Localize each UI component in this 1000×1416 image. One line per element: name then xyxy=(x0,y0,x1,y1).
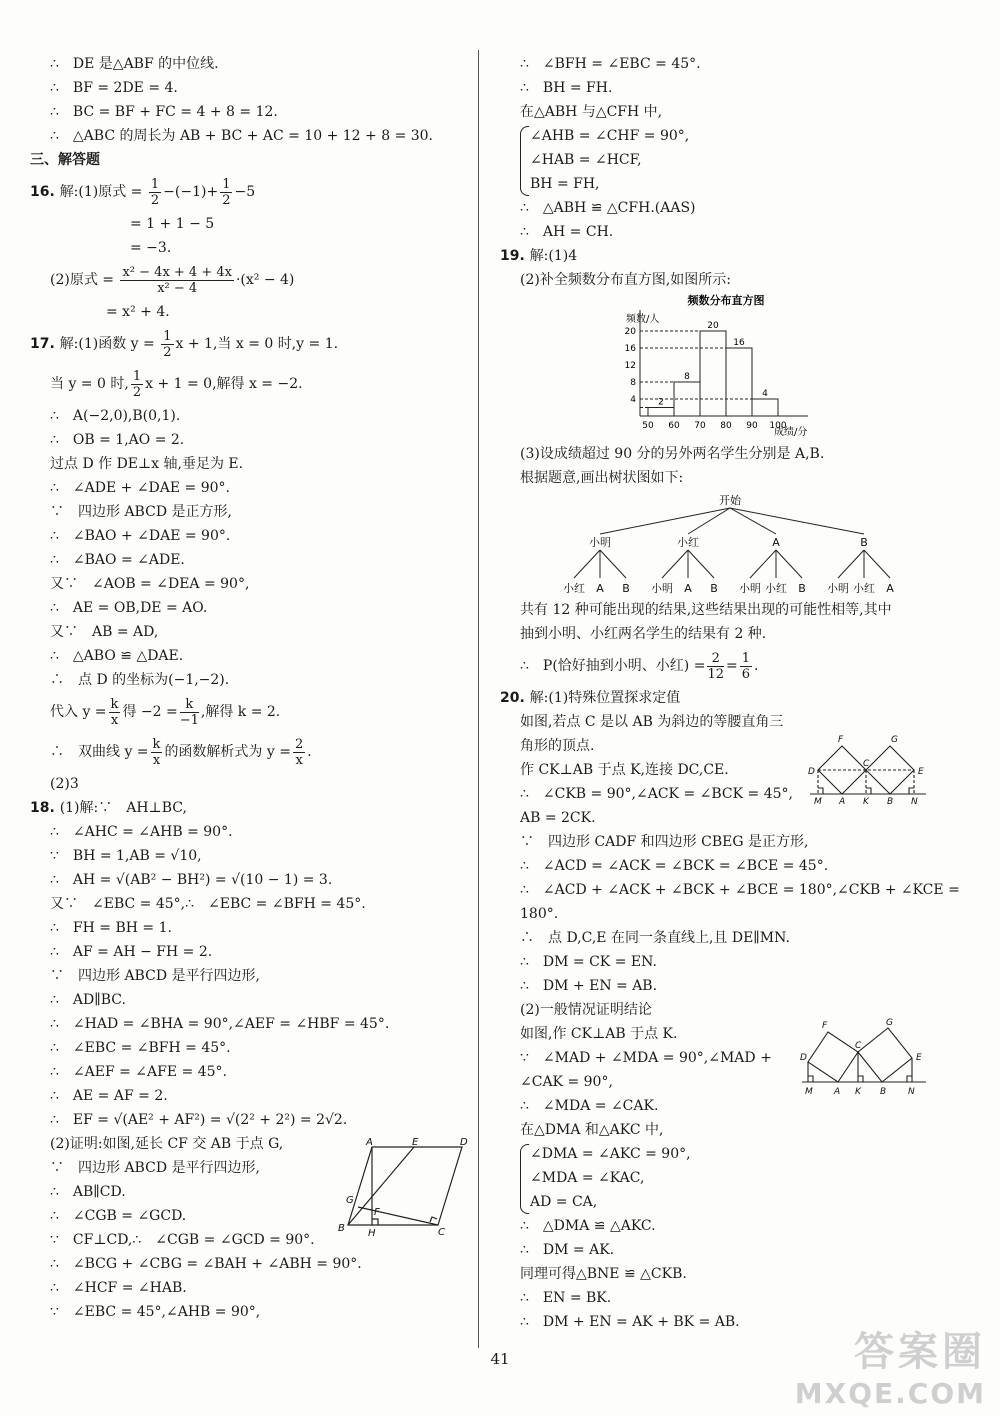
tree-node-level1: 小明 xyxy=(589,536,611,549)
denominator: x² − 4 xyxy=(157,280,198,296)
watermark-line-2: MXQE.COM xyxy=(794,1377,986,1410)
text-line: ∴ A(−2,0),B(0,1). xyxy=(50,408,181,424)
text: . xyxy=(754,658,759,674)
brace-mark xyxy=(520,126,529,196)
y-tick-label: 4 xyxy=(630,395,636,405)
denominator: 2 xyxy=(163,344,172,360)
bar-value-label: 16 xyxy=(733,338,745,348)
tree-root: 开始 xyxy=(719,494,741,507)
numerator: 1 xyxy=(222,176,231,192)
fig-label: K xyxy=(863,797,869,806)
text-line: 如图,若点 C 是以 AB 为斜边的等腰直角三 xyxy=(520,714,784,730)
squares-figure-special xyxy=(806,730,930,806)
fig-label: G xyxy=(346,1195,354,1206)
text-line: ∴ DM + EN = AB. xyxy=(520,978,658,994)
text-line: ∴ 点 D,C,E 在同一条直线上,且 DE∥MN. xyxy=(520,930,790,946)
text-line: 根据题意,画出树状图如下: xyxy=(520,470,684,486)
numerator: k xyxy=(110,696,119,712)
text-line: ∴ BH = FH. xyxy=(520,80,613,96)
x-axis-label: 成绩/分 xyxy=(774,427,808,438)
q17-hyperbola-line xyxy=(30,732,458,772)
text-line: 共有 12 种可能出现的结果,这些结果出现的可能性相等,其中 xyxy=(520,602,892,618)
left-column xyxy=(30,52,468,1324)
text-line: 又∵ ∠EBC = 45°,∴ ∠EBC = ∠BFH = 45°. xyxy=(50,896,366,912)
parallelogram-figure xyxy=(334,1137,474,1237)
fig-label: C xyxy=(863,759,870,769)
q16-line-4 xyxy=(30,260,458,300)
numerator: k xyxy=(152,736,161,752)
right-column xyxy=(500,52,960,1334)
tree-branch xyxy=(574,550,600,578)
text-line: ∠AHB = ∠CHF = 90°, xyxy=(530,128,690,144)
tree-node-level2: A xyxy=(684,582,692,595)
condition-brace xyxy=(500,1142,936,1214)
squares-figure-general xyxy=(800,1016,928,1096)
fig-label: E xyxy=(916,1053,922,1063)
denominator: 6 xyxy=(741,666,750,682)
denominator: 2 xyxy=(132,384,142,400)
fig-label: D xyxy=(808,767,815,777)
text-line: ∴ ∠AHC = ∠AHB = 90°. xyxy=(50,824,233,840)
text: = xyxy=(725,658,738,674)
text-line: ∴ AH = CH. xyxy=(520,224,614,240)
text-line: 如图,作 CK⊥AB 于点 K. xyxy=(520,1026,678,1042)
text: x + 1 = 0,解得 x = −2. xyxy=(145,376,303,392)
numerator: 2 xyxy=(707,651,724,667)
tree-branch xyxy=(838,550,864,578)
text: x + 1,当 x = 0 时,y = 1. xyxy=(175,336,339,352)
numerator: x² − 4x + 4 + 4x xyxy=(122,264,232,280)
text-line: ∴ ∠CKB = 90°,∠ACK = ∠BCK = 45°, xyxy=(520,786,793,802)
denominator: x xyxy=(152,752,161,768)
tree-branch xyxy=(600,508,730,534)
text-line: ∵ ∠MAD + ∠MDA = 90°,∠MAD + xyxy=(520,1050,772,1066)
frequency-histogram xyxy=(596,292,856,442)
tree-diagram xyxy=(520,490,920,598)
brace-mark xyxy=(520,1144,529,1214)
tree-branch xyxy=(730,508,776,534)
fig-label: H xyxy=(368,1228,376,1237)
text-line: ∴ DM = CK = EN. xyxy=(520,954,657,970)
text-line: ∴ ∠BFH = ∠EBC = 45°. xyxy=(520,56,701,72)
text: ·(x² − 4) xyxy=(235,272,295,288)
fig-label: N xyxy=(911,797,918,806)
text-line: ∴ BC = BF + FC = 4 + 8 = 12. xyxy=(50,104,278,120)
text-line: ∴ ∠EBC = ∠BFH = 45°. xyxy=(50,1040,231,1056)
text-line: (2)3 xyxy=(50,776,79,792)
fig-label: F xyxy=(838,735,844,745)
question-number: 20. xyxy=(500,690,530,706)
text-line: = 1 + 1 − 5 xyxy=(130,216,215,232)
text-line: 作 CK⊥AB 于点 K,连接 DC,CE. xyxy=(520,762,729,778)
x-tick-label: 50 xyxy=(642,421,654,431)
y-tick-label: 16 xyxy=(624,344,636,354)
x-tick-label: 100 xyxy=(769,421,787,431)
q16-line-1 xyxy=(30,172,458,212)
text-line: 又∵ ∠AOB = ∠DEA = 90°, xyxy=(50,576,250,592)
text-line: BH = FH, xyxy=(530,176,600,192)
text-line: = −3. xyxy=(130,240,172,256)
histogram-bar xyxy=(700,331,726,416)
tree-node-level2: 小红 xyxy=(765,582,787,595)
text-line: ∴ EN = BK. xyxy=(520,1290,612,1306)
fraction xyxy=(293,737,305,768)
y-tick-label: 20 xyxy=(624,327,636,337)
tree-node-level2: 小明 xyxy=(651,582,673,595)
fraction xyxy=(120,265,234,296)
text-line: ∴ ∠ACD + ∠ACK + ∠BCK + ∠BCE = 180°,∠CKB + ∠KCE = xyxy=(520,882,960,898)
text: 解:(1)4 xyxy=(529,248,578,264)
histogram-bar xyxy=(648,408,674,417)
fig-label: G xyxy=(891,735,898,745)
histogram-bar xyxy=(752,399,778,416)
fig-label: A xyxy=(839,797,846,806)
numerator: 1 xyxy=(150,176,160,192)
x-tick-label: 80 xyxy=(720,421,732,431)
text-line: ∵ 四边形 ABCD 是平行四边形, xyxy=(50,968,260,984)
text-line: ∴ OB = 1,AO = 2. xyxy=(50,432,185,448)
text-line: 在△ABH 与△CFH 中, xyxy=(520,104,663,120)
y-axis-label: 频数/人 xyxy=(626,314,660,325)
denominator: 2 xyxy=(222,192,231,208)
tree-branch xyxy=(776,550,802,578)
text-line: (2)一般情况证明结论 xyxy=(520,1002,652,1018)
fraction xyxy=(161,329,173,360)
section-heading: 三、解答题 xyxy=(30,152,100,168)
denominator: x xyxy=(295,752,303,768)
column-divider xyxy=(478,50,479,1348)
q19-probability-line xyxy=(500,646,936,686)
text: 解:(1)函数 y = xyxy=(59,336,155,352)
text: (1)解:∵ AH⊥BC, xyxy=(59,800,187,816)
condition-brace xyxy=(500,124,936,196)
text-line: ∠DMA = ∠AKC = 90°, xyxy=(530,1146,691,1162)
text-line: 同理可得△BNE ≌ △CKB. xyxy=(520,1266,687,1282)
denominator: x xyxy=(110,712,119,728)
fig-label: C xyxy=(438,1227,445,1237)
fraction xyxy=(220,177,232,208)
numerator: 1 xyxy=(741,650,750,666)
text-line: ∴ ∠HAD = ∠BHA = 90°,∠AEF = ∠HBF = 45°. xyxy=(50,1016,390,1032)
tree-node-level2: B xyxy=(798,582,806,595)
q17-substitute-line xyxy=(30,692,458,732)
tree-node-level2: B xyxy=(622,582,630,595)
tree-node-level2: A xyxy=(886,582,894,595)
fig-label: M xyxy=(814,797,822,806)
text-line: ∴ ∠ACD = ∠ACK = ∠BCK = ∠BCE = 45°. xyxy=(520,858,829,874)
fraction xyxy=(740,651,752,682)
q19-line-1 xyxy=(500,244,936,268)
text-line: ∵ 四边形 ABCD 是平行四边形, xyxy=(50,1160,260,1176)
text-line: ∠HAB = ∠HCF, xyxy=(530,152,642,168)
text-line: ∴ ∠BCG + ∠CBG = ∠BAH + ∠ABH = 90°. xyxy=(50,1256,362,1272)
q18-line-1 xyxy=(30,796,458,820)
fraction xyxy=(180,697,199,728)
q17-line-2 xyxy=(30,364,458,404)
fraction xyxy=(131,369,143,400)
fig-label: F xyxy=(374,1207,380,1218)
fig-label: D xyxy=(800,1053,807,1063)
denominator: 12 xyxy=(707,666,724,682)
numerator: 1 xyxy=(132,368,142,384)
tree-node-level2: 小明 xyxy=(827,582,849,595)
fraction xyxy=(151,737,163,768)
fraction xyxy=(707,651,724,682)
fig-label: B xyxy=(338,1223,345,1234)
bar-value-label: 2 xyxy=(658,397,664,408)
text-line: ∴ ∠BAO + ∠DAE = 90°. xyxy=(50,528,231,544)
text: 代入 y = xyxy=(50,704,107,720)
y-tick-label: 8 xyxy=(630,378,636,388)
fig-label: A xyxy=(834,1087,841,1096)
x-tick-label: 60 xyxy=(668,421,680,431)
numerator: 1 xyxy=(163,328,172,344)
question-number: 19. xyxy=(500,248,530,264)
y-tick-label: 12 xyxy=(624,361,636,371)
text-line: AD = CA, xyxy=(530,1194,598,1210)
tree-branch xyxy=(662,550,688,578)
text-line: ∠CAK = 90°, xyxy=(520,1074,613,1090)
watermark xyxy=(795,1320,986,1410)
fig-label: D xyxy=(460,1137,468,1148)
text: 解:(1)特殊位置探求定值 xyxy=(529,690,681,706)
fraction xyxy=(109,697,121,728)
tree-branch xyxy=(730,508,864,534)
fig-label: E xyxy=(412,1137,419,1148)
text-line: ∴ AE = AF = 2. xyxy=(50,1088,168,1104)
text-line: ∠MDA = ∠KAC, xyxy=(530,1170,645,1186)
text-line: ∵ BH = 1,AB = √10, xyxy=(50,848,202,864)
text-line: ∵ 四边形 ABCD 是正方形, xyxy=(50,504,232,520)
fig-label: K xyxy=(855,1087,861,1096)
text-line: ∴ AE = OB,DE = AO. xyxy=(50,600,208,616)
text-line: (2)证明:如图,延长 CF 交 AB 于点 G, xyxy=(50,1136,284,1152)
text-line: ∵ 四边形 CADF 和四边形 CBEG 是正方形, xyxy=(520,834,809,850)
text-line: ∴ ∠MDA = ∠CAK. xyxy=(520,1098,659,1114)
denominator: 2 xyxy=(150,192,160,208)
text-line: ∴ ∠HCF = ∠HAB. xyxy=(50,1280,187,1296)
numerator: k xyxy=(180,697,199,713)
text-line: 抽到小明、小红两名学生的结果有 2 种. xyxy=(520,626,767,642)
text: 的函数解析式为 y = xyxy=(164,744,291,760)
x-tick-label: 70 xyxy=(694,421,706,431)
text-line: ∴ AD∥BC. xyxy=(50,992,126,1008)
text-line: AB = 2CK. xyxy=(520,810,596,826)
question-number: 16. xyxy=(30,184,60,200)
fraction xyxy=(149,177,161,208)
text-line: ∴ ∠BAO = ∠ADE. xyxy=(50,552,185,568)
text-line: ∴ EF = √(AE² + AF²) = √(2² + 2²) = 2√2. xyxy=(50,1112,348,1128)
tree-branch xyxy=(600,550,626,578)
text-line: (2)补全频数分布直方图,如图所示: xyxy=(520,272,731,288)
denominator: −1 xyxy=(179,712,199,728)
text-line: 180°. xyxy=(520,906,559,922)
text-line: ∴ DM = AK. xyxy=(520,1242,615,1258)
text: ,解得 k = 2. xyxy=(200,704,281,720)
tree-node-level1: A xyxy=(772,536,780,549)
text-line: 又∵ AB = AD, xyxy=(50,624,159,640)
tree-node-level2: B xyxy=(710,582,718,595)
chart-title: 频数分布直方图 xyxy=(687,294,765,307)
text-line: ∴ AB∥CD. xyxy=(50,1184,126,1200)
text-line: ∴ FH = BH = 1. xyxy=(50,920,172,936)
text-line: ∴ △ABC 的周长为 AB + BC + AC = 10 + 12 + 8 = 30. xyxy=(50,128,434,144)
text-line: 过点 D 作 DE⊥x 轴,垂足为 E. xyxy=(50,456,244,472)
text-line: ∴ DM + EN = AK + BK = AB. xyxy=(520,1314,740,1330)
fig-label: F xyxy=(822,1021,828,1031)
text-line: ∴ 点 D 的坐标为(−1,−2). xyxy=(50,672,230,688)
fig-label: E xyxy=(918,767,924,777)
fig-label: B xyxy=(887,797,894,806)
text: −5 xyxy=(234,184,256,200)
bar-value-label: 8 xyxy=(684,372,690,382)
text-line: ∴ BF = 2DE = 4. xyxy=(50,80,178,96)
tree-node-level2: 小红 xyxy=(563,582,585,595)
q20-line-1 xyxy=(500,686,936,710)
tree-node-level1: 小红 xyxy=(677,536,699,549)
fig-label: N xyxy=(908,1087,915,1096)
histogram-bar xyxy=(726,348,752,416)
text-line: = x² + 4. xyxy=(106,304,170,320)
bar-value-label: 20 xyxy=(707,321,719,331)
tree-branch xyxy=(864,550,890,578)
text: −(−1)+ xyxy=(163,184,219,200)
text-line: 在△DMA 和△AKC 中, xyxy=(520,1122,664,1138)
fig-label: C xyxy=(855,1041,862,1051)
text-line: ∴ △DMA ≌ △AKC. xyxy=(520,1218,656,1234)
tree-branch xyxy=(750,550,776,578)
text: (2)原式 = xyxy=(50,272,115,288)
tree-node-level2: A xyxy=(596,582,604,595)
watermark-line-1: 答案圈 xyxy=(854,1329,986,1375)
text-line: ∴ ∠AEF = ∠AFE = 45°. xyxy=(50,1064,227,1080)
tree-node-level2: 小红 xyxy=(853,582,875,595)
text: 解:(1)原式 = xyxy=(59,184,143,200)
x-tick-label: 90 xyxy=(746,421,758,431)
text-line: ∴ DE 是△ABF 的中位线. xyxy=(50,56,219,72)
text-line: ∴ ∠CGB = ∠GCD. xyxy=(50,1208,187,1224)
text-line: ∴ ∠ADE + ∠DAE = 90°. xyxy=(50,480,231,496)
tree-branch xyxy=(688,550,714,578)
text-line: ∴ AH = √(AB² − BH²) = √(10 − 1) = 3. xyxy=(50,872,333,888)
text-line: 角形的顶点. xyxy=(520,738,595,754)
text-line: ∵ CF⊥CD,∴ ∠CGB = ∠GCD = 90°. xyxy=(50,1232,315,1248)
text-line: ∴ AF = AH − FH = 2. xyxy=(50,944,213,960)
fig-label: A xyxy=(366,1137,373,1148)
text-line: ∵ ∠EBC = 45°,∠AHB = 90°, xyxy=(50,1304,261,1320)
tree-node-level1: B xyxy=(860,536,868,549)
fig-label: G xyxy=(886,1018,893,1028)
bar-value-label: 4 xyxy=(762,389,768,399)
text: 得 −2 = xyxy=(122,704,178,720)
question-number: 18. xyxy=(30,800,60,816)
numerator: 2 xyxy=(294,736,304,752)
fig-label: B xyxy=(880,1087,887,1096)
fig-label: M xyxy=(805,1087,813,1096)
text: . xyxy=(307,744,312,760)
text-line: ∴ △ABH ≌ △CFH.(AAS) xyxy=(520,200,696,216)
q17-line-1 xyxy=(30,324,458,364)
text: 当 y = 0 时, xyxy=(50,376,129,392)
text-line: (3)设成绩超过 90 分的另外两名学生分别是 A,B. xyxy=(520,446,825,462)
text: ∴ 双曲线 y = xyxy=(50,744,149,760)
page-number: 41 xyxy=(490,1350,510,1368)
tree-node-level2: 小明 xyxy=(739,582,761,595)
question-number: 17. xyxy=(30,336,60,352)
text: ∴ P(恰好抽到小明、小红) = xyxy=(520,658,706,674)
text-line: ∴ △ABO ≌ △DAE. xyxy=(50,648,184,664)
